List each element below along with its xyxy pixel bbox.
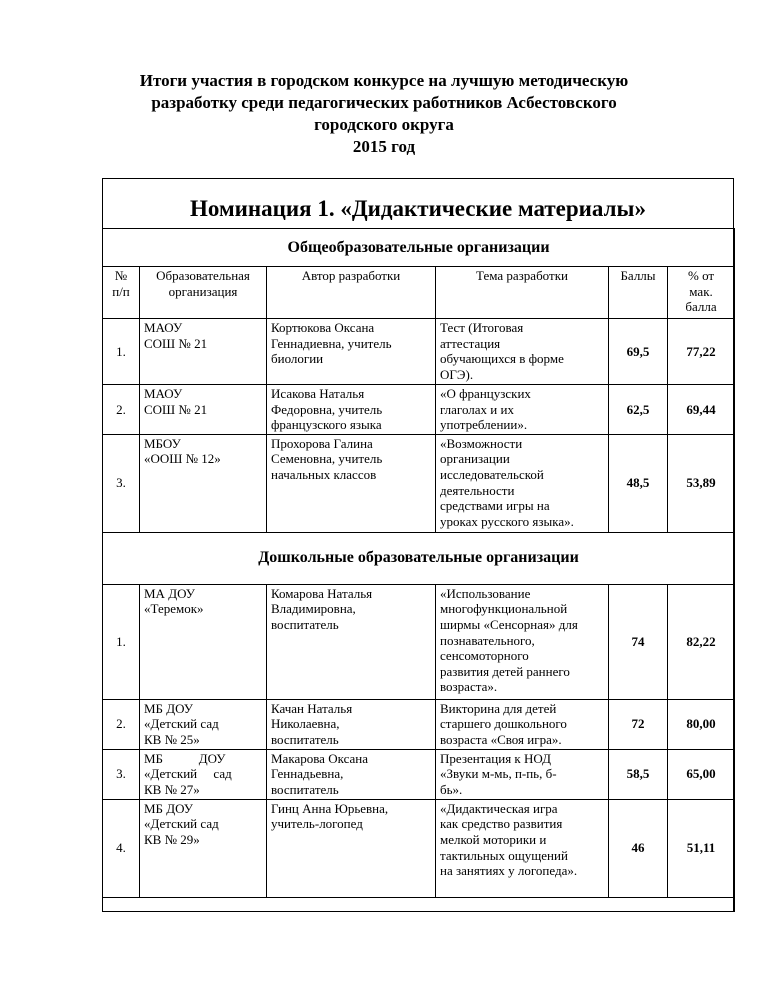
row-org: МАОУ СОШ № 21 [140,385,267,435]
row-topic: Тест (Итоговая аттестация обучающихся в форме ОГЭ). [436,319,609,385]
row-percent: 53,89 [668,434,735,532]
table-row [103,799,735,897]
row-author: Кортюкова Оксана Геннадиевна, учитель биологии [267,319,436,385]
document-title [60,70,708,158]
row-num: 2. [103,699,140,749]
table-row [103,584,735,699]
row-percent: 82,22 [668,584,735,699]
empty-row [103,897,735,911]
col-header-topic: Тема разработки [436,267,609,319]
row-percent: 69,44 [668,385,735,435]
row-score: 62,5 [609,385,668,435]
section-title: Дошкольные образовательные организации [103,532,735,584]
row-score: 72 [609,699,668,749]
row-percent: 80,00 [668,699,735,749]
row-score: 74 [609,584,668,699]
col-header-score: Баллы [609,267,668,319]
row-topic: «О французских глаголах и их употреблении». [436,385,609,435]
empty-cell [103,897,735,911]
table-header-row [103,267,735,319]
row-score: 58,5 [609,749,668,799]
row-num: 2. [103,385,140,435]
table-row [103,434,735,532]
row-author: Макарова Оксана Геннадьевна, воспитатель [267,749,436,799]
row-percent: 51,11 [668,799,735,897]
row-org: МБОУ «ООШ № 12» [140,434,267,532]
row-author: Качан Наталья Николаевна, воспитатель [267,699,436,749]
row-num: 4. [103,799,140,897]
row-topic: «Возможности организации исследовательской деятельности средствами игры на уроках русского языка». [436,434,609,532]
row-author: Исакова Наталья Федоровна, учитель французского языка [267,385,436,435]
row-topic: Презентация к НОД «Звуки м-мь, п-пь, б- бь». [436,749,609,799]
row-percent: 77,22 [668,319,735,385]
row-num: 3. [103,434,140,532]
col-header-author: Автор разработки [267,267,436,319]
row-author: Комарова Наталья Владимировна, воспитатель [267,584,436,699]
row-author: Прохорова Галина Семеновна, учитель начальных классов [267,434,436,532]
title-line-1: Итоги участия в городском конкурсе на лучшую методическую [139,71,629,90]
table-row [103,749,735,799]
row-org: МБ ДОУ «Детский сад КВ № 25» [140,699,267,749]
row-topic: «Дидактическая игра как средство развития мелкой моторики и тактильных ощущений на занятиях у логопеда». [436,799,609,897]
col-header-percent: % от мак. балла [668,267,735,319]
section-title: Общеобразовательные организации [103,229,735,267]
title-line-3: городского округа [314,115,454,134]
row-org: МА ДОУ «Теремок» [140,584,267,699]
table-row [103,319,735,385]
row-author: Гинц Анна Юрьевна, учитель-логопед [267,799,436,897]
row-num: 1. [103,319,140,385]
row-num: 3. [103,749,140,799]
results-table [102,228,735,912]
row-num: 1. [103,584,140,699]
row-score: 46 [609,799,668,897]
table-row [103,385,735,435]
row-org: МБ ДОУ «Детский сад КВ № 29» [140,799,267,897]
row-score: 48,5 [609,434,668,532]
nomination-heading: Номинация 1. «Дидактические материалы» [190,196,646,221]
row-percent: 65,00 [668,749,735,799]
title-line-2: разработку среди педагогических работников Асбестовского [151,93,617,112]
title-line-4: 2015 год [352,137,416,156]
row-topic: «Использование многофункциональной ширмы «Сенсорная» для познавательного, сенсомоторного развития детей раннего возраста». [436,584,609,699]
row-org: МБ ДОУ «Детский сад КВ № 27» [140,749,267,799]
col-header-org: Образовательная организация [140,267,267,319]
col-header-num: № п/п [103,267,140,319]
row-topic: Викторина для детей старшего дошкольного возраста «Своя игра». [436,699,609,749]
table-row [103,699,735,749]
row-score: 69,5 [609,319,668,385]
row-org: МАОУ СОШ № 21 [140,319,267,385]
